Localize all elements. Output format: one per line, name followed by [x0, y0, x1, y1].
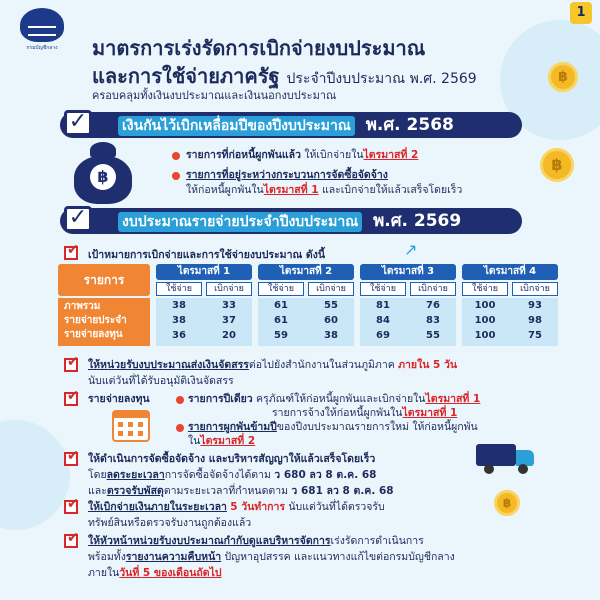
table-quarter-header: ไตรมาสที่ 3: [360, 264, 456, 280]
point2-heading-text: รายจ่ายลงทุน: [88, 393, 150, 405]
point2b-text: ของปีงบประมาณรายการใหม่ ให้ก่อหนี้ผูกพัน: [276, 421, 478, 433]
point2a-red2: ไตรมาสที่ 1: [402, 407, 458, 419]
table-row-label: ภาพรวม: [64, 301, 101, 312]
fiscal-year-label: ประจำปีงบประมาณ พ.ศ. 2569: [286, 71, 477, 87]
table-cell: 84: [376, 315, 390, 326]
table-cell: 93: [528, 300, 542, 311]
point5-line2-b: ปัญหาอุปสรรค และแนวทางแก้ไขต่อกรมบัญชีกลาง: [224, 551, 455, 563]
point4-line1: [88, 498, 385, 515]
point4-line2: ทรัพย์สินหรือตรวจรับงานถูกต้องแล้ว: [88, 517, 252, 529]
point3-line2: [88, 466, 376, 483]
table-quarter-header: ไตรมาสที่ 1: [156, 264, 252, 280]
table-row-label: รายจ่ายประจำ: [64, 315, 127, 326]
point3-line1: [88, 450, 375, 467]
bullet-icon: [176, 396, 184, 404]
point3-line3-a: และ: [88, 485, 107, 497]
checkbox-icon: ✓: [64, 206, 92, 232]
point3-line3-bold: ตรวจรับพัสดุ: [106, 485, 164, 497]
table-cell: 100: [474, 330, 496, 341]
bullet-icon: [172, 152, 180, 160]
point2-heading: [88, 390, 150, 407]
checkmark-icon: [64, 534, 78, 548]
table-sub-header: เบิกจ่าย: [410, 282, 456, 296]
point3-line3-c: ว 681 ลว 8 ต.ค. 68: [291, 485, 394, 497]
point4-text-b: นับแต่วันที่ได้ตรวจรับ: [288, 501, 385, 513]
table-row-labels: [58, 298, 150, 346]
coin-icon: ฿: [540, 148, 574, 182]
table-sub-header: ใช้จ่าย: [462, 282, 508, 296]
point2a-bold: รายการปีเดียว: [188, 393, 253, 405]
point5-line1: [88, 532, 424, 549]
table-cell: 38: [172, 300, 186, 311]
section1-item1-bold: รายการที่ก่อหนี้ผูกพันแล้ว: [186, 149, 301, 161]
table-cell: 100: [474, 315, 496, 326]
point5-line2-a: พร้อมทั้ง: [88, 551, 126, 563]
point2b-line2: [188, 432, 255, 449]
table-row-label: รายจ่ายลงทุน: [64, 329, 123, 340]
coin-icon: ฿: [548, 62, 578, 92]
point2a-red: ไตรมาสที่ 1: [425, 393, 481, 405]
table-cell: 98: [528, 315, 542, 326]
point1-line1: [88, 356, 457, 373]
table-cell: 37: [222, 315, 236, 326]
checkmark-icon: [64, 392, 78, 406]
logo: [10, 8, 74, 52]
table-cell: 55: [426, 330, 440, 341]
logo-text: กรมบัญชีกลาง: [26, 45, 58, 51]
point2b-line2-text: ใน: [188, 435, 201, 447]
table-sub-header: เบิกจ่าย: [206, 282, 252, 296]
checkmark-icon: [64, 452, 78, 466]
table-quarter-header: ไตรมาสที่ 4: [462, 264, 558, 280]
table-cell: 38: [172, 315, 186, 326]
point2b-red: ไตรมาสที่ 2: [200, 435, 256, 447]
checkbox-icon: ✓: [64, 110, 92, 136]
checkmark-icon: [64, 358, 78, 372]
truck-icon: [476, 440, 538, 476]
table-cell: 83: [426, 315, 440, 326]
point5-line2-bold: รายงานความคืบหน้า: [125, 551, 222, 563]
page-title-line1: มาตรการเร่งรัดการเบิกจ่ายงบประมาณ: [92, 36, 426, 60]
section2-title-bar: [60, 208, 522, 234]
table-cell: 55: [324, 300, 338, 311]
table-cell: 36: [172, 330, 186, 341]
checkmark-icon: [64, 500, 78, 514]
table-sub-header: เบิกจ่าย: [308, 282, 354, 296]
section1-year: พ.ศ. 2568: [365, 115, 454, 135]
point2a-text: ครุภัณฑ์ให้ก่อหนี้ผูกพันและเบิกจ่ายใน: [256, 393, 426, 405]
point4-text-a: ให้เบิกจ่ายเงินภายในระยะเวลา: [88, 501, 227, 513]
point4-red: 5 วันทำการ: [230, 501, 286, 513]
target-heading-text: เป้าหมายการเบิกจ่ายและการใช้จ่ายงบประมาณ ดังนี้: [88, 249, 326, 261]
section1-title-bar: [60, 112, 522, 138]
point1-line2: นับแต่วันที่ได้รับอนุมัติเงินจัดสรร: [88, 375, 234, 387]
table-cell: 33: [222, 300, 236, 311]
point1-text-b: ต่อไปยังสำนักงานในส่วนภูมิภาค: [248, 359, 395, 371]
table-sub-header: ใช้จ่าย: [156, 282, 202, 296]
point5-line3-red: วันที่ 5 ของเดือนถัดไป: [119, 567, 222, 579]
point3-line2-bold: ลดระยะเวลา: [106, 469, 165, 481]
section1-item1-red: ไตรมาสที่ 2: [363, 149, 419, 161]
bullet-icon: [172, 172, 180, 180]
table-sub-header: เบิกจ่าย: [512, 282, 558, 296]
background-circle: [0, 420, 70, 530]
table-sub-header: ใช้จ่าย: [360, 282, 406, 296]
point5-text-a: ให้หัวหน้าหน่วยรับงบประมาณกำกับดูแลบริหารจัดการ: [88, 535, 331, 547]
coin-icon: ฿: [494, 490, 520, 516]
section1-item2-line2: [186, 181, 462, 198]
page-subtitle: ครอบคลุมทั้งเงินงบประมาณและเงินนอกงบประมาณ: [92, 89, 337, 102]
checkmark-icon: [64, 246, 78, 260]
section2-title: งบประมาณรายจ่ายประจำปีงบประมาณ: [118, 212, 362, 232]
table-cell: 75: [528, 330, 542, 341]
table-cell: 61: [274, 300, 288, 311]
table-cell: 100: [474, 300, 496, 311]
section1-item2-red: ไตรมาสที่ 1: [263, 184, 319, 196]
point3-line2-b: การจัดซื้อจัดจ้างได้ตาม: [164, 469, 271, 481]
point1-text-a: ให้หน่วยรับงบประมาณส่งเงินจัดสรร: [88, 359, 249, 371]
bullet-icon: [176, 424, 184, 432]
section2-year: พ.ศ. 2569: [373, 211, 462, 231]
table-cell: 20: [222, 330, 236, 341]
table-cell: 61: [274, 315, 288, 326]
table-label-header: [58, 264, 150, 296]
point3-line2-c: ว 680 ลว 8 ต.ค. 68: [274, 469, 377, 481]
section1-item1: [186, 146, 418, 163]
section1-item1-text: ให้เบิกจ่ายใน: [304, 149, 364, 161]
table-sub-header: ใช้จ่าย: [258, 282, 304, 296]
target-heading: [88, 246, 325, 263]
table-cell: 59: [274, 330, 288, 341]
table-cell: 81: [376, 300, 390, 311]
section1-item2-text-a: ให้ก่อหนี้ผูกพันใน: [186, 184, 264, 196]
money-bag-icon: ฿: [68, 140, 138, 204]
point3-line3: [88, 482, 394, 499]
point3-line2-a: โดย: [88, 469, 107, 481]
point5-line3: [88, 564, 222, 581]
table-cell: 38: [324, 330, 338, 341]
point5-line3-a: ภายใน: [88, 567, 120, 579]
section1-title: เงินกันไว้เบิกเหลื่อมปีของปีงบประมาณ: [118, 116, 355, 136]
section1-item2-text-b: และเบิกจ่ายให้แล้วเสร็จโดยเร็ว: [321, 184, 463, 196]
ministry-emblem-icon: [20, 8, 64, 42]
chart-up-icon: ↗: [404, 240, 418, 259]
point3-line3-b: ตามระยะเวลาที่กำหนดตาม: [163, 485, 289, 497]
table-cell: 69: [376, 330, 390, 341]
point3-text: ให้ดำเนินการจัดซื้อจัดจ้าง และบริหารสัญญาให้แล้วเสร็จโดยเร็ว: [88, 453, 376, 465]
point5-line2: [88, 548, 455, 565]
table-cell: 76: [426, 300, 440, 311]
point2b-bold: รายการผูกพันข้ามปี: [188, 421, 277, 433]
point1-red: ภายใน 5 วัน: [398, 359, 458, 371]
table-label-header-text: รายการ: [83, 273, 125, 287]
table-quarter-header: ไตรมาสที่ 2: [258, 264, 354, 280]
point5-text-b: เร่งรัดการดำเนินการ: [330, 535, 424, 547]
section1-item2-bold: รายการที่อยู่ระหว่างกระบวนการจัดซื้อจัดจ้าง: [186, 169, 388, 181]
table-cell: 60: [324, 315, 338, 326]
page-title-line2-text: และการใช้จ่ายภาครัฐ: [92, 64, 280, 88]
point2a-line2-text: รายการจ้างให้ก่อหนี้ผูกพันใน: [272, 407, 403, 419]
page-number-badge: 1: [570, 2, 592, 24]
calendar-icon: [112, 410, 150, 442]
